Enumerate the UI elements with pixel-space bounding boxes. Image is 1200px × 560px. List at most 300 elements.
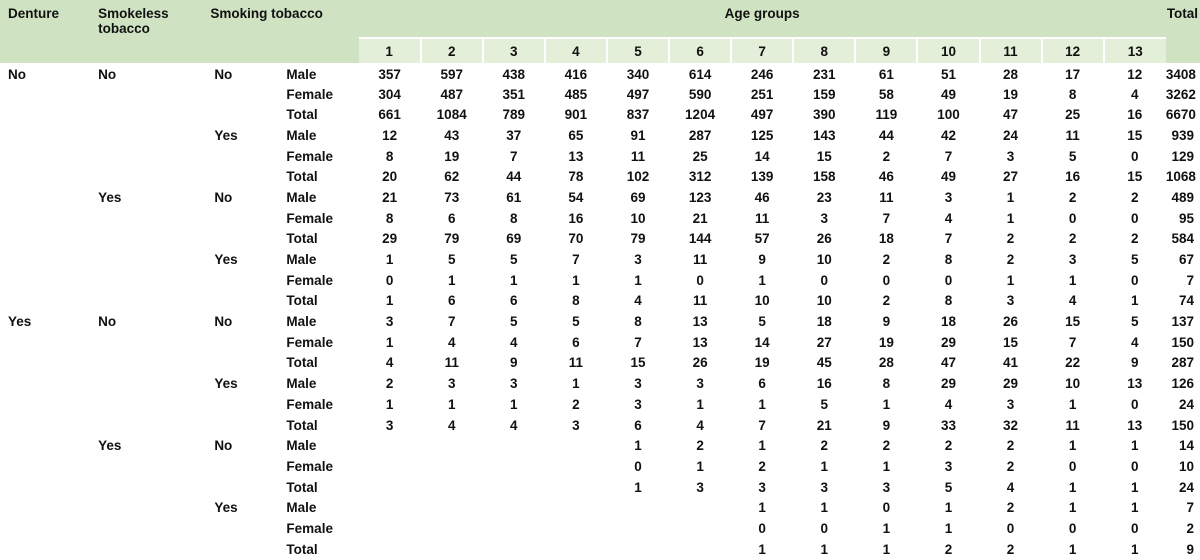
age-value-cell: 20 (382, 169, 398, 185)
age-value-cell: 2 (1006, 438, 1015, 454)
header-denture: Denture (0, 0, 90, 63)
table-row (0, 394, 1200, 415)
denture-cell (0, 456, 90, 477)
age-value-cell: 5 (1130, 252, 1139, 268)
denture-cell (0, 84, 90, 105)
row-total-cell: 489 (1171, 189, 1194, 205)
age-value-cell: 7 (447, 314, 456, 330)
row-total-cell: 287 (1171, 355, 1194, 371)
table-row (0, 63, 1200, 84)
sex-cell: Total (286, 169, 318, 185)
age-value-cell: 43 (444, 127, 460, 143)
age-value-cell: 0 (882, 500, 891, 516)
age-value-cell: 45 (816, 355, 832, 371)
age-value-cell: 41 (1003, 355, 1019, 371)
denture-cell (0, 353, 90, 374)
age-value-cell: 8 (882, 376, 891, 392)
age-value-cell: 33 (940, 417, 956, 433)
age-value-cell: 1 (758, 500, 766, 516)
age-value-cell (545, 539, 607, 560)
sex-cell: Female (286, 210, 333, 226)
age-value-cell (359, 518, 421, 539)
age-value-cell: 1 (696, 458, 704, 474)
age-value-cell: 16 (568, 210, 584, 226)
age-value-cell: 11 (1065, 127, 1080, 143)
age-value-cell: 287 (688, 127, 712, 143)
age-value-cell: 5 (820, 396, 829, 412)
age-value-cell: 1 (1006, 272, 1015, 288)
age-value-cell: 29 (940, 376, 956, 392)
age-value-cell: 123 (688, 189, 712, 205)
age-value-cell: 4 (1130, 334, 1139, 350)
age-value-cell: 5 (510, 252, 518, 268)
denture-cell (0, 146, 90, 167)
age-value-cell: 1 (1130, 500, 1139, 516)
table-row (0, 187, 1200, 208)
age-value-cell: 5 (447, 252, 456, 268)
age-value-cell: 1 (1068, 479, 1077, 495)
smokeless-cell (90, 497, 202, 518)
table-header (0, 0, 1200, 63)
table-row (0, 353, 1200, 374)
age-value-cell (545, 518, 607, 539)
row-total-cell: 3408 (1165, 67, 1196, 83)
age-value-cell: 0 (1130, 148, 1139, 164)
table-row (0, 229, 1200, 250)
age-value-cell: 487 (440, 86, 463, 102)
age-value-cell: 21 (816, 417, 832, 433)
smoking-cell: Yes (214, 376, 238, 392)
age-value-cell: 0 (1130, 210, 1139, 226)
age-value-cell: 340 (626, 67, 650, 83)
age-value-cell: 79 (444, 231, 460, 247)
age-value-cell: 159 (813, 86, 836, 102)
smokeless-cell (90, 229, 202, 250)
age-value-cell: 3 (572, 417, 580, 433)
row-total-cell: 150 (1171, 417, 1194, 433)
row-total-cell: 7 (1186, 500, 1194, 516)
table-row (0, 208, 1200, 229)
age-value-cell: 11 (1065, 417, 1080, 433)
age-group-header: 6 (669, 38, 731, 63)
age-value-cell: 47 (1003, 107, 1019, 123)
age-value-cell: 4 (510, 334, 518, 350)
sex-cell: Total (286, 541, 318, 557)
age-value-cell: 4 (696, 417, 704, 433)
age-value-cell: 16 (1127, 107, 1143, 123)
age-value-cell (483, 497, 545, 518)
age-value-cell: 2 (1006, 500, 1015, 516)
table-row (0, 311, 1200, 332)
smoking-cell (202, 394, 274, 415)
age-value-cell: 1 (882, 541, 891, 557)
age-value-cell: 1 (572, 272, 580, 288)
denture-cell (0, 270, 90, 291)
age-value-cell: 4 (1130, 86, 1139, 102)
row-total-cell: 3262 (1165, 86, 1196, 102)
age-value-cell (669, 539, 731, 560)
sex-cell: Total (286, 479, 318, 495)
age-value-cell: 25 (1065, 107, 1081, 123)
age-group-header: 8 (793, 38, 855, 63)
denture-cell (0, 373, 90, 394)
table-row (0, 146, 1200, 167)
sex-cell: Total (286, 107, 318, 123)
age-value-cell: 3 (634, 396, 642, 412)
smokeless-cell (90, 166, 202, 187)
age-value-cell: 3 (1006, 396, 1015, 412)
age-value-cell: 6 (758, 376, 766, 392)
age-value-cell: 390 (813, 107, 836, 123)
age-group-header: 2 (421, 38, 483, 63)
age-value-cell (421, 456, 483, 477)
row-total-cell: 7 (1186, 272, 1194, 288)
table-row (0, 291, 1200, 312)
age-value-cell: 497 (626, 86, 650, 102)
age-value-cell: 2 (1130, 189, 1139, 205)
age-value-cell: 1 (385, 252, 394, 268)
age-value-cell: 6 (447, 293, 456, 309)
age-value-cell: 25 (692, 148, 708, 164)
age-value-cell: 44 (506, 169, 522, 185)
smokeless-cell (90, 415, 202, 436)
smokeless-cell (90, 477, 202, 498)
age-value-cell: 3 (385, 314, 394, 330)
table-row (0, 249, 1200, 270)
age-value-cell: 1 (758, 396, 766, 412)
age-value-cell (669, 497, 731, 518)
age-value-cell: 1204 (685, 107, 716, 123)
age-value-cell: 2 (882, 438, 891, 454)
age-value-cell: 661 (378, 107, 401, 123)
age-value-cell: 2 (944, 438, 953, 454)
smoking-cell (202, 518, 274, 539)
age-value-cell: 10 (630, 210, 646, 226)
age-value-cell: 416 (564, 67, 588, 83)
age-value-cell: 102 (626, 169, 650, 185)
age-value-cell: 0 (634, 458, 642, 474)
table-row (0, 477, 1200, 498)
age-value-cell: 0 (1068, 210, 1077, 226)
age-value-cell: 28 (1003, 67, 1019, 83)
age-value-cell: 837 (626, 107, 650, 123)
age-value-cell: 1 (1006, 210, 1015, 226)
age-value-cell: 789 (502, 107, 526, 123)
age-value-cell: 3 (820, 210, 829, 226)
sex-cell: Female (286, 272, 333, 288)
age-value-cell (483, 477, 545, 498)
age-value-cell: 18 (878, 231, 894, 247)
age-value-cell (359, 539, 421, 560)
age-value-cell: 158 (813, 169, 836, 185)
age-value-cell: 13 (1127, 376, 1143, 392)
age-value-cell: 2 (1006, 231, 1015, 247)
age-value-cell: 22 (1065, 355, 1081, 371)
age-value-cell: 304 (378, 86, 401, 102)
age-value-cell: 0 (1130, 458, 1139, 474)
age-value-cell: 79 (630, 231, 646, 247)
sex-cell: Female (286, 520, 333, 536)
age-value-cell (483, 518, 545, 539)
age-value-cell: 13 (1127, 417, 1143, 433)
sex-cell: Female (286, 148, 333, 164)
age-value-cell: 1 (758, 438, 766, 454)
age-group-header: 4 (545, 38, 607, 63)
denture-cell (0, 497, 90, 518)
age-value-cell: 10 (816, 252, 832, 268)
smoking-cell: No (214, 314, 233, 330)
age-value-cell (421, 435, 483, 456)
age-value-cell: 12 (1127, 67, 1143, 83)
age-value-cell: 61 (878, 67, 894, 83)
age-value-cell: 2 (882, 252, 891, 268)
age-value-cell: 1 (572, 376, 580, 392)
age-value-cell: 597 (440, 67, 463, 83)
age-value-cell: 9 (510, 355, 518, 371)
age-value-cell: 4 (944, 210, 953, 226)
age-value-cell: 5 (944, 479, 953, 495)
age-value-cell (607, 518, 669, 539)
age-value-cell: 51 (940, 67, 956, 83)
age-value-cell: 0 (1068, 458, 1077, 474)
age-value-cell: 2 (385, 376, 394, 392)
age-value-cell: 5 (572, 314, 580, 330)
age-value-cell: 3 (696, 479, 704, 495)
age-value-cell: 5 (1130, 314, 1139, 330)
row-total-cell: 24 (1178, 396, 1194, 412)
age-value-cell: 19 (878, 334, 894, 350)
age-value-cell: 3 (820, 479, 829, 495)
age-value-cell: 3 (696, 376, 704, 392)
table-row (0, 497, 1200, 518)
age-value-cell (607, 497, 669, 518)
age-value-cell: 3 (385, 417, 394, 433)
smoking-cell (202, 539, 274, 560)
smokeless-cell (90, 291, 202, 312)
age-value-cell: 1 (1006, 189, 1015, 205)
smoking-cell: No (214, 438, 233, 454)
smoking-cell: No (214, 189, 233, 205)
age-value-cell: 29 (382, 231, 398, 247)
age-value-cell: 485 (564, 86, 588, 102)
age-value-cell: 1 (385, 293, 394, 309)
row-total-cell: 126 (1171, 376, 1194, 392)
smokeless-cell (90, 373, 202, 394)
smoking-cell (202, 166, 274, 187)
denture-cell (0, 166, 90, 187)
age-value-cell: 17 (1065, 67, 1081, 83)
smoking-cell (202, 84, 274, 105)
age-value-cell: 19 (1003, 86, 1019, 102)
age-value-cell: 8 (634, 314, 642, 330)
smokeless-cell: Yes (98, 189, 122, 205)
age-value-cell: 10 (1065, 376, 1081, 392)
age-value-cell: 11 (755, 210, 770, 226)
smoking-cell (202, 353, 274, 374)
age-group-header: 3 (483, 38, 545, 63)
denture-cell (0, 332, 90, 353)
table-row (0, 84, 1200, 105)
age-value-cell: 7 (758, 417, 766, 433)
age-value-cell: 61 (506, 189, 522, 205)
row-total-cell: 67 (1178, 252, 1194, 268)
sex-cell: Total (286, 417, 318, 433)
age-value-cell: 143 (813, 127, 836, 143)
age-value-cell: 19 (754, 355, 770, 371)
sex-cell: Female (286, 458, 333, 474)
age-value-cell: 1 (1068, 500, 1077, 516)
age-value-cell (421, 539, 483, 560)
age-value-cell (359, 477, 421, 498)
sex-cell: Male (286, 127, 317, 143)
age-value-cell: 26 (816, 231, 832, 247)
age-value-cell: 24 (1003, 127, 1019, 143)
age-value-cell: 1 (1068, 541, 1077, 557)
table-row (0, 104, 1200, 125)
age-value-cell: 23 (816, 189, 832, 205)
age-value-cell: 614 (688, 67, 712, 83)
table-body (0, 63, 1200, 560)
smoking-cell (202, 415, 274, 436)
row-total-cell: 584 (1171, 231, 1194, 247)
age-value-cell: 12 (382, 127, 398, 143)
age-value-cell: 1 (1130, 541, 1139, 557)
age-value-cell: 13 (692, 334, 708, 350)
age-value-cell: 69 (506, 231, 522, 247)
age-group-header: 1 (359, 38, 421, 63)
age-value-cell: 32 (1003, 417, 1019, 433)
age-value-cell (545, 456, 607, 477)
age-value-cell: 6 (634, 417, 642, 433)
denture-cell (0, 291, 90, 312)
age-value-cell: 70 (568, 231, 584, 247)
age-value-cell: 49 (940, 169, 956, 185)
age-value-cell: 1 (1068, 396, 1077, 412)
age-value-cell: 91 (630, 127, 646, 143)
age-value-cell: 100 (937, 107, 960, 123)
table-row (0, 435, 1200, 456)
sex-cell: Male (286, 376, 317, 392)
age-value-cell (607, 539, 669, 560)
row-total-cell: 95 (1178, 210, 1194, 226)
age-value-cell: 8 (510, 210, 518, 226)
age-value-cell: 8 (385, 148, 394, 164)
age-value-cell: 2 (944, 541, 953, 557)
table-row (0, 415, 1200, 436)
age-value-cell: 13 (568, 148, 584, 164)
age-value-cell: 351 (502, 86, 526, 102)
sex-cell: Female (286, 334, 333, 350)
age-value-cell: 0 (385, 272, 394, 288)
row-total-cell: 14 (1178, 438, 1194, 454)
age-value-cell: 9 (758, 252, 766, 268)
age-value-cell: 9 (882, 314, 891, 330)
age-value-cell: 5 (758, 314, 766, 330)
denture-cell (0, 394, 90, 415)
age-value-cell: 3 (944, 458, 953, 474)
smoking-cell (202, 456, 274, 477)
age-value-cell (421, 518, 483, 539)
age-value-cell: 357 (378, 67, 401, 83)
age-value-cell: 15 (1003, 334, 1019, 350)
age-value-cell: 9 (882, 417, 891, 433)
denture-cell (0, 435, 90, 456)
row-total-cell: 6670 (1165, 107, 1196, 123)
smoking-cell (202, 332, 274, 353)
age-value-cell: 49 (940, 86, 956, 102)
denture-cell: Yes (8, 314, 32, 330)
age-value-cell: 1 (1068, 272, 1077, 288)
age-group-header: 13 (1104, 38, 1166, 63)
age-value-cell (421, 477, 483, 498)
age-value-cell: 0 (820, 272, 829, 288)
age-value-cell: 11 (692, 252, 708, 268)
age-value-cell: 21 (382, 189, 398, 205)
age-value-cell: 590 (688, 86, 712, 102)
age-value-cell: 5 (1068, 148, 1077, 164)
age-value-cell: 27 (816, 334, 832, 350)
smoking-cell (202, 477, 274, 498)
age-value-cell (483, 435, 545, 456)
smoking-cell (202, 270, 274, 291)
smokeless-cell: Yes (98, 438, 122, 454)
age-value-cell: 438 (502, 67, 526, 83)
sex-cell: Total (286, 293, 318, 309)
smoking-cell: Yes (214, 500, 238, 516)
age-value-cell (483, 456, 545, 477)
smokeless-cell (90, 518, 202, 539)
denture-cell (0, 208, 90, 229)
row-total-cell: 24 (1178, 479, 1194, 495)
age-value-cell: 7 (944, 231, 953, 247)
smokeless-cell (90, 146, 202, 167)
row-total-cell: 1068 (1165, 169, 1196, 185)
age-value-cell (421, 497, 483, 518)
age-value-cell: 0 (1130, 520, 1139, 536)
denture-cell (0, 477, 90, 498)
age-value-cell: 65 (568, 127, 584, 143)
age-value-cell (545, 497, 607, 518)
smoking-cell: No (214, 67, 233, 83)
age-value-cell: 15 (1127, 169, 1143, 185)
age-value-cell: 11 (879, 189, 894, 205)
age-value-cell: 37 (506, 127, 522, 143)
age-value-cell: 1 (882, 458, 891, 474)
age-value-cell: 0 (758, 520, 766, 536)
age-value-cell (545, 477, 607, 498)
row-total-cell: 150 (1171, 334, 1194, 350)
age-value-cell: 19 (444, 148, 460, 164)
age-value-cell: 4 (447, 334, 456, 350)
age-group-header: 5 (607, 38, 669, 63)
smoking-cell: Yes (214, 252, 238, 268)
age-value-cell: 144 (688, 231, 712, 247)
age-value-cell: 0 (944, 272, 953, 288)
age-value-cell: 16 (1065, 169, 1081, 185)
age-value-cell: 3 (758, 479, 766, 495)
smoking-cell (202, 146, 274, 167)
age-value-cell: 3 (634, 252, 642, 268)
age-group-header: 7 (731, 38, 793, 63)
age-value-cell (669, 518, 731, 539)
age-value-cell: 15 (630, 355, 646, 371)
age-group-header: 10 (917, 38, 979, 63)
sex-cell: Female (286, 396, 333, 412)
age-value-cell: 1 (634, 438, 642, 454)
smokeless-cell (90, 125, 202, 146)
age-group-header: 11 (980, 38, 1042, 63)
age-value-cell: 3 (447, 376, 456, 392)
